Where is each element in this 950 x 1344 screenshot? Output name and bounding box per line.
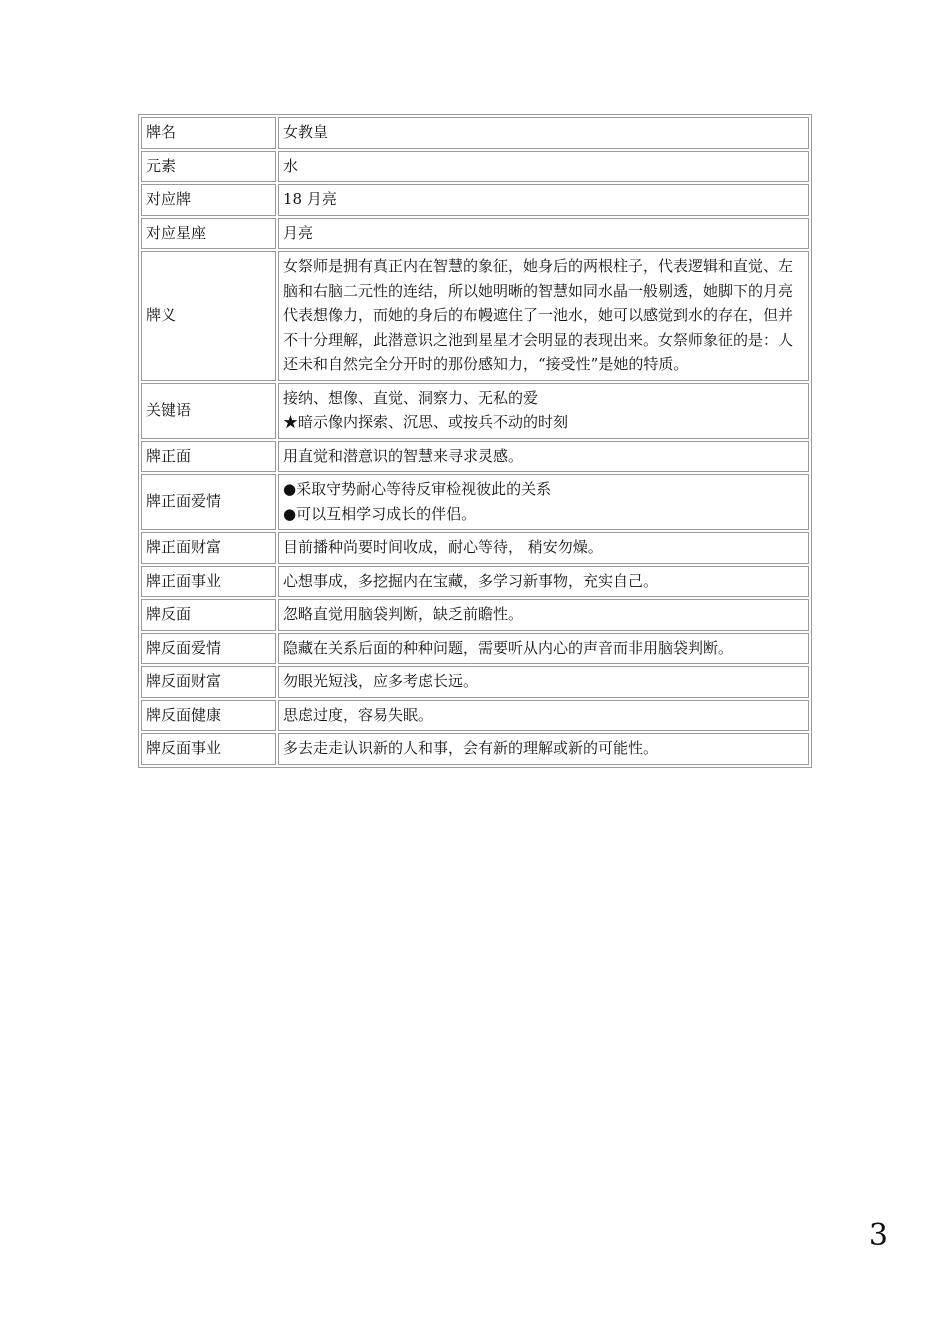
row-value [278,117,809,149]
row-value [278,532,809,564]
table-row [141,599,809,631]
row-label: 牌反面健康 [141,700,276,732]
table-row [141,184,809,216]
row-label: 牌正面 [141,441,276,473]
row-label: 牌正面事业 [141,566,276,598]
row-value [278,474,809,530]
table-row [141,383,809,439]
row-value-line: ●采取守势耐心等待反审检视彼此的关系 [283,480,552,498]
table-row [141,151,809,183]
row-value-line: 目前播种尚要时间收成，耐心等待， 稍安勿燥。 [283,538,603,556]
row-label: 牌正面财富 [141,532,276,564]
row-value [278,218,809,250]
row-value-line: 18 月亮 [283,190,337,208]
row-label: 牌名 [141,117,276,149]
row-label: 牌正面爱情 [141,474,276,530]
row-value-line: 忽略直觉用脑袋判断，缺乏前瞻性。 [283,605,524,623]
tarot-card-table-body [141,117,809,765]
table-row [141,251,809,381]
page-number: 3 [868,1218,888,1253]
row-value-line: ★暗示像内探索、沉思、或按兵不动的时刻 [283,413,569,431]
table-row [141,566,809,598]
row-value [278,184,809,216]
row-label: 牌反面爱情 [141,633,276,665]
row-label: 牌反面 [141,599,276,631]
row-value [278,666,809,698]
row-value-line: 女祭师是拥有真正内在智慧的象征，她身后的两根柱子，代表逻辑和直觉、左脑和右脑二元性的连结，所以她明晰的智慧如同水晶一般剔透，她脚下的月亮代表想像力，而她的身后的布幔遮住了一池水，她可以感觉到水的存在，但并不十分理解，此潜意识之池到星星才会明显的表现出来。女祭师象征的是：人还未和自然完全分开时的那份感知力，“接受性”是她的特质。 [283,257,794,373]
row-value [278,383,809,439]
table-row [141,532,809,564]
row-value-line: 心想事成，多挖掘内在宝藏，多学习新事物，充实自己。 [283,571,659,590]
row-value [278,599,809,631]
row-label: 牌反面事业 [141,733,276,765]
row-value [278,566,809,598]
row-value [278,733,809,765]
row-value [278,441,809,473]
row-value-line: 月亮 [283,223,314,242]
row-value-line: 思虑过度，容易失眠。 [283,705,434,724]
row-value-line: 女教皇 [283,123,329,141]
row-label: 对应星座 [141,218,276,250]
table-row [141,733,809,765]
row-value-line: ●可以互相学习成长的伴侣。 [283,504,477,523]
table-row [141,218,809,250]
tarot-card-table [138,114,812,768]
table-row [141,117,809,149]
table-row [141,666,809,698]
row-value-line: 接纳、想像、直觉、洞察力、无私的爱 [283,388,539,407]
table-row [141,700,809,732]
row-label: 关键语 [141,383,276,439]
row-label: 牌义 [141,251,276,381]
table-row [141,474,809,530]
row-value [278,700,809,732]
row-label: 元素 [141,151,276,183]
row-value [278,151,809,183]
row-label: 牌反面财富 [141,666,276,698]
row-value-line: 勿眼光短浅，应多考虑长远。 [283,672,479,690]
row-label: 对应牌 [141,184,276,216]
row-value [278,251,809,381]
table-row [141,633,809,665]
row-value-line: 多去走走认识新的人和事，会有新的理解或新的可能性。 [283,739,659,757]
row-value [278,633,809,665]
row-value-line: 水 [283,156,299,175]
table-row [141,441,809,473]
row-value-line: 用直觉和潜意识的智慧来寻求灵感。 [283,446,524,465]
row-value-line: 隐藏在关系后面的种种问题，需要听从内心的声音而非用脑袋判断。 [283,638,734,657]
